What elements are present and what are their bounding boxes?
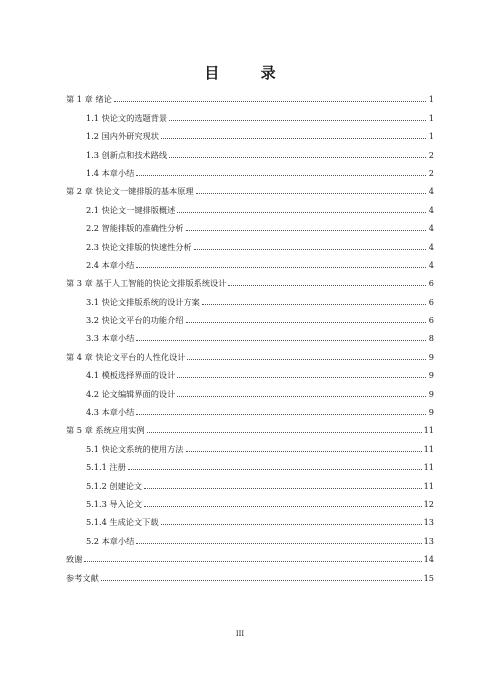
dot-leader bbox=[84, 560, 421, 562]
toc-entry-page: 8 bbox=[428, 333, 434, 344]
dot-leader bbox=[144, 487, 421, 489]
toc-entry-text: 4.3 本章小结 bbox=[86, 407, 135, 418]
toc-entry[interactable] bbox=[66, 86, 434, 104]
toc-entry-text: 3.1 快论文排版系统的设计方案 bbox=[86, 296, 200, 307]
toc-entry-page: 6 bbox=[428, 315, 434, 326]
dot-leader bbox=[128, 468, 422, 470]
toc-entry[interactable] bbox=[66, 399, 434, 417]
toc-entry-text: 5.1.2 创建论文 bbox=[86, 480, 143, 491]
toc-entry-text: 1.1 快论文的选题背景 bbox=[86, 112, 168, 123]
toc-entry[interactable] bbox=[66, 123, 434, 141]
toc-entry[interactable] bbox=[66, 141, 434, 159]
toc-entry[interactable] bbox=[66, 564, 434, 582]
toc-entry-text: 1.4 本章小结 bbox=[86, 167, 135, 178]
dot-leader bbox=[136, 542, 421, 544]
toc-entry-page: 9 bbox=[428, 370, 434, 381]
toc-entry[interactable] bbox=[66, 362, 434, 380]
dot-leader bbox=[177, 395, 426, 397]
toc-entry-text: 5.1.3 导入论文 bbox=[86, 498, 143, 509]
toc-entry-text: 5.1 快论文系统的使用方法 bbox=[86, 443, 184, 454]
toc-entry[interactable] bbox=[66, 546, 434, 564]
toc-entry[interactable] bbox=[66, 380, 434, 398]
toc-entry[interactable] bbox=[66, 491, 434, 509]
toc-entry-text: 4.1 模板选择界面的设计 bbox=[86, 370, 176, 381]
toc-entry-page: 9 bbox=[428, 407, 434, 418]
toc-entry[interactable] bbox=[66, 527, 434, 545]
dot-leader bbox=[228, 284, 426, 286]
dot-leader bbox=[161, 523, 422, 525]
toc-entry-text: 2.2 智能排版的准确性分析 bbox=[86, 223, 184, 234]
toc-entry[interactable] bbox=[66, 417, 434, 435]
dot-leader bbox=[161, 137, 426, 139]
toc-entry-page: 11 bbox=[423, 462, 434, 473]
dot-leader bbox=[101, 579, 422, 581]
toc-entry[interactable] bbox=[66, 288, 434, 306]
toc-entry-text: 2.3 快论文排版的快速性分析 bbox=[86, 241, 192, 252]
toc-entry[interactable] bbox=[66, 104, 434, 122]
toc-entry-page: 6 bbox=[428, 278, 434, 289]
toc-entry-page: 6 bbox=[428, 296, 434, 307]
toc-entry-page: 4 bbox=[428, 259, 434, 270]
toc-entry-text: 5.1.1 注册 bbox=[86, 462, 126, 473]
toc-title: 目 录 bbox=[204, 64, 294, 82]
toc-entry-page: 9 bbox=[428, 351, 434, 362]
toc-entry-text: 4.2 论文编辑界面的设计 bbox=[86, 388, 176, 399]
dot-leader bbox=[196, 192, 426, 194]
toc-entry-text: 第 4 章 快论文平台的人性化设计 bbox=[66, 351, 186, 362]
toc-entry-text: 致谢 bbox=[66, 554, 83, 565]
toc-entry[interactable] bbox=[66, 307, 434, 325]
toc-entry-text: 1.3 创新点和技术路线 bbox=[86, 149, 168, 160]
toc-entry-page: 4 bbox=[428, 241, 434, 252]
dot-leader bbox=[136, 413, 426, 415]
dot-leader bbox=[136, 339, 426, 341]
toc-entry-page: 15 bbox=[423, 572, 434, 583]
toc-entry-page: 1 bbox=[428, 112, 434, 123]
dot-leader bbox=[147, 431, 422, 433]
toc-entry-text: 2.4 本章小结 bbox=[86, 259, 135, 270]
toc-entry-page: 1 bbox=[428, 131, 434, 142]
toc-entry-text: 3.2 快论文平台的功能介绍 bbox=[86, 315, 184, 326]
dot-leader bbox=[186, 450, 422, 452]
toc-entry[interactable] bbox=[66, 215, 434, 233]
dot-leader bbox=[114, 100, 426, 102]
toc-entry-page: 11 bbox=[423, 443, 434, 454]
dot-leader bbox=[177, 376, 426, 378]
dot-leader bbox=[202, 303, 426, 305]
toc-entry-page: 2 bbox=[428, 149, 434, 160]
toc-entry[interactable] bbox=[66, 472, 434, 490]
page-number: III bbox=[235, 630, 245, 638]
dot-leader bbox=[194, 248, 426, 250]
toc-entry-text: 第 2 章 快论文一键排版的基本原理 bbox=[66, 186, 194, 197]
toc-entry[interactable] bbox=[66, 325, 434, 343]
toc-entry-text: 2.1 快论文一键排版概述 bbox=[86, 204, 176, 215]
toc-entry[interactable] bbox=[66, 343, 434, 361]
dot-leader bbox=[186, 229, 427, 231]
dot-leader bbox=[169, 156, 426, 158]
toc-entry-page: 4 bbox=[428, 204, 434, 215]
toc-entry-page: 14 bbox=[423, 554, 434, 565]
toc-entry[interactable] bbox=[66, 435, 434, 453]
toc-entry[interactable] bbox=[66, 178, 434, 196]
dot-leader bbox=[136, 174, 426, 176]
toc-entry-page: 2 bbox=[428, 167, 434, 178]
toc-entry-page: 13 bbox=[423, 535, 434, 546]
toc-entry-page: 11 bbox=[423, 480, 434, 491]
toc-entry-text: 5.2 本章小结 bbox=[86, 535, 135, 546]
toc-entry-text: 第 3 章 基于人工智能的快论文排版系统设计 bbox=[66, 278, 227, 289]
dot-leader bbox=[177, 211, 426, 213]
toc-entry-page: 4 bbox=[428, 223, 434, 234]
toc-entry[interactable] bbox=[66, 233, 434, 251]
toc-entry-page: 1 bbox=[428, 94, 434, 105]
dot-leader bbox=[186, 321, 427, 323]
toc-entry-text: 1.2 国内外研究现状 bbox=[86, 131, 159, 142]
dot-leader bbox=[144, 505, 421, 507]
toc-entry[interactable] bbox=[66, 270, 434, 288]
toc-entry[interactable] bbox=[66, 160, 434, 178]
toc-entry-page: 4 bbox=[428, 186, 434, 197]
toc-entry[interactable] bbox=[66, 196, 434, 214]
toc-entry-text: 3.3 本章小结 bbox=[86, 333, 135, 344]
toc-entry-text: 5.1.4 生成论文下载 bbox=[86, 517, 159, 528]
toc-entry-page: 11 bbox=[423, 425, 434, 436]
toc-entry-text: 第 1 章 绪论 bbox=[66, 94, 112, 105]
table-of-contents bbox=[66, 86, 434, 583]
toc-entry[interactable] bbox=[66, 509, 434, 527]
toc-entry-page: 12 bbox=[423, 498, 434, 509]
toc-entry[interactable] bbox=[66, 454, 434, 472]
toc-entry[interactable] bbox=[66, 252, 434, 270]
toc-entry-text: 第 5 章 系统应用实例 bbox=[66, 425, 145, 436]
dot-leader bbox=[136, 266, 426, 268]
dot-leader bbox=[169, 119, 426, 121]
toc-entry-text: 参考文献 bbox=[66, 572, 99, 583]
toc-entry-page: 13 bbox=[423, 517, 434, 528]
toc-entry-page: 9 bbox=[428, 388, 434, 399]
dot-leader bbox=[187, 358, 426, 360]
